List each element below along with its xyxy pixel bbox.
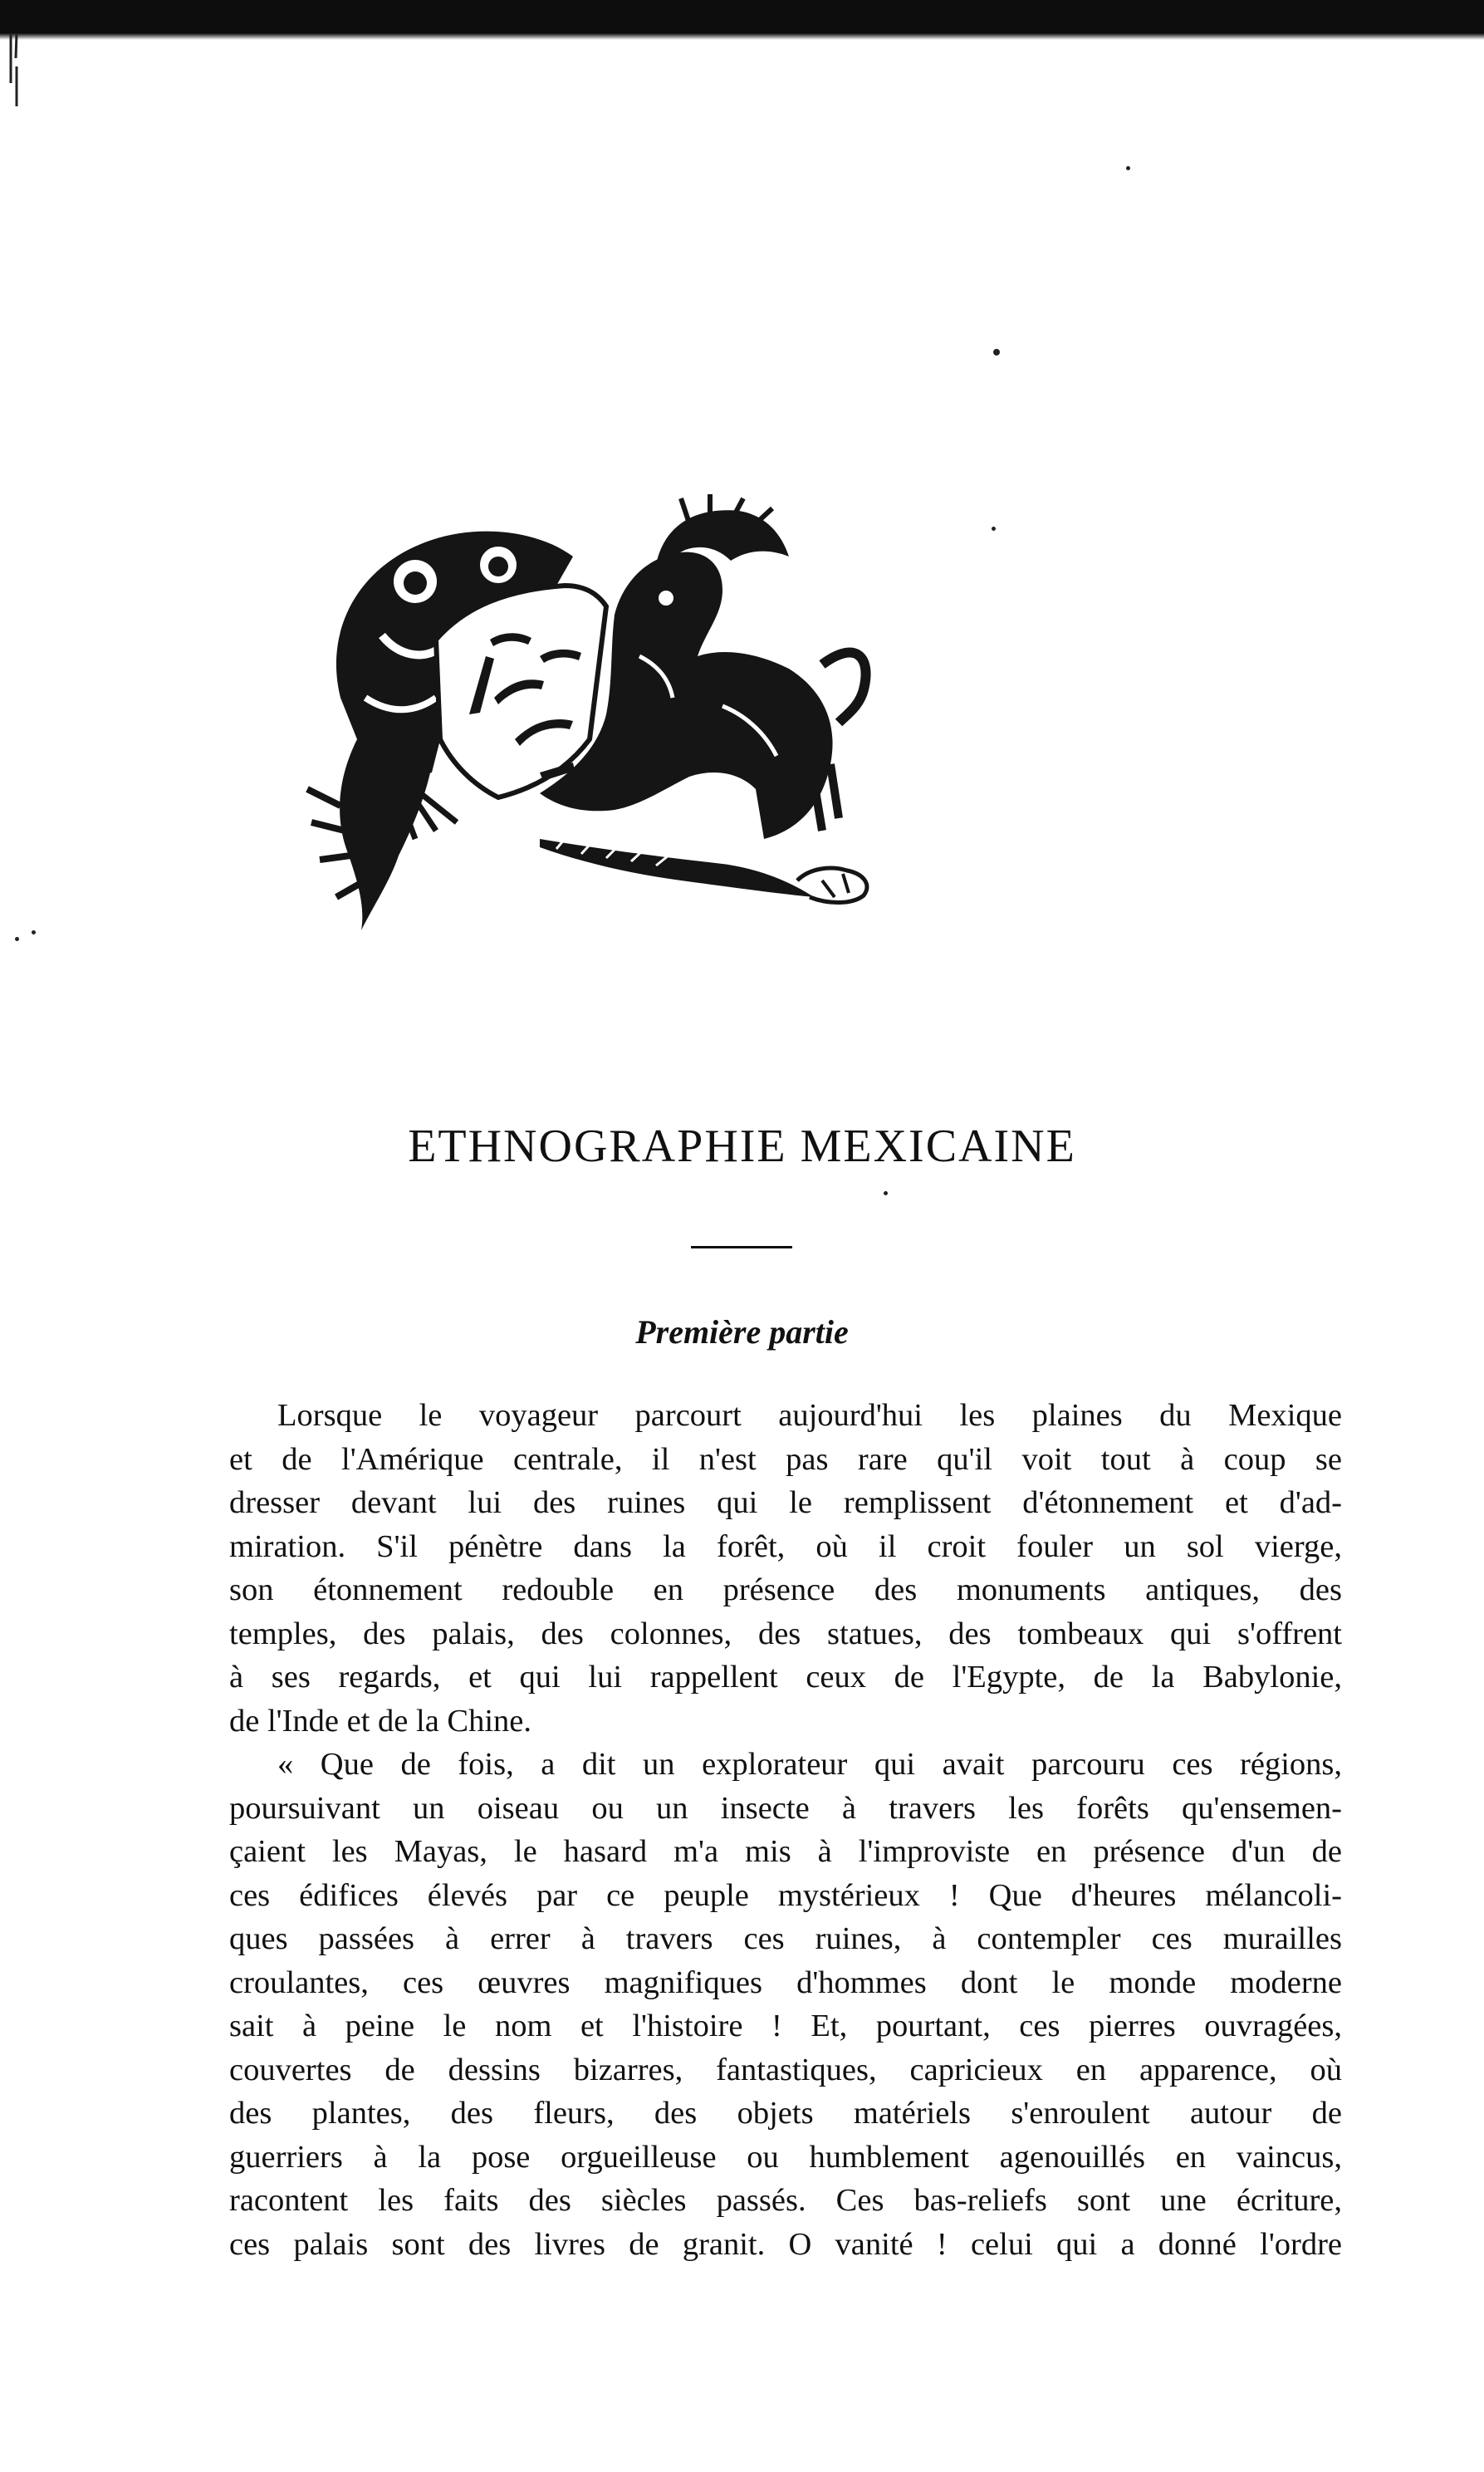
text-line: « Que de fois, a dit un explorateur qui avait parcouru ces régions, (277, 1747, 1342, 1782)
text-line: des plantes, des fleurs, des objets matériels s'enroulent autour de (229, 2096, 1342, 2131)
section-subtitle: Première partie (635, 1313, 849, 1351)
corner-scan-mark (8, 33, 20, 108)
scan-speck (992, 527, 996, 531)
text-line: de l'Inde et de la Chine. (229, 1703, 532, 1739)
text-line: croulantes, ces œuvres magnifiques d'hommes dont le monde moderne (229, 1964, 1342, 2000)
text-line: temples, des palais, des colonnes, des statues, des tombeaux qui s'offrent (229, 1616, 1342, 1651)
text-line: poursuivant un oiseau ou un insecte à travers les forêts qu'ensemen- (229, 1790, 1342, 1826)
scan-speck (993, 349, 1000, 356)
chimera-shield-vignette (291, 490, 897, 939)
griffin-eye (659, 591, 673, 606)
scan-speck (15, 937, 19, 941)
text-line: ces édifices élevés par ce peuple mystérieux ! Que d'heures mélancoli- (229, 1877, 1342, 1913)
top-border-shadow (0, 33, 1484, 40)
foliage (340, 739, 432, 930)
text-line: racontent les faits des siècles passés. Ces bas-reliefs sont une écriture, (229, 2183, 1342, 2218)
scan-speck (1126, 166, 1130, 170)
scan-speck (884, 1191, 888, 1195)
top-border-rule (0, 0, 1484, 33)
text-line: çaient les Mayas, le hasard m'a mis à l'improviste en présence d'un de (229, 1834, 1342, 1869)
text-line: ques passées à errer à travers ces ruines, à contempler ces murailles (229, 1921, 1342, 1956)
quill-pen (540, 839, 814, 897)
griffin-tail (822, 653, 866, 723)
paragraph-1 (229, 1394, 1342, 1743)
scan-speck (32, 930, 36, 934)
text-line: ces palais sont des livres de granit. O vanité ! celui qui a donné l'ordre (229, 2226, 1342, 2262)
body-text (229, 1394, 1342, 2266)
artist-signature (797, 868, 867, 902)
page-title: ETHNOGRAPHIE MEXICAINE (408, 1121, 1076, 1172)
text-line: et de l'Amérique centrale, il n'est pas rare qu'il voit tout à coup se (229, 1441, 1342, 1477)
text-line: dresser devant lui des ruines qui le remplissent d'étonnement et d'ad- (229, 1485, 1342, 1520)
text-line: Lorsque le voyageur parcourt aujourd'hui les plaines du Mexique (277, 1398, 1342, 1433)
title-divider-rule (691, 1246, 792, 1248)
text-line: guerriers à la pose orgueilleuse ou humblement agenouillés en vaincus, (229, 2139, 1342, 2175)
text-line: sait à peine le nom et l'histoire ! Et, pourtant, ces pierres ouvragées, (229, 2008, 1342, 2043)
text-line: couvertes de dessins bizarres, fantastiques, capricieux en apparence, où (229, 2052, 1342, 2087)
paragraph-2 (229, 1743, 1342, 2266)
text-line: son étonnement redouble en présence des monuments antiques, des (229, 1572, 1342, 1607)
text-line: miration. S'il pénètre dans la forêt, où il croit fouler un sol vierge, (229, 1528, 1342, 1564)
text-line: à ses regards, et qui lui rappellent ceux de l'Egypte, de la Babylonie, (229, 1660, 1342, 1695)
